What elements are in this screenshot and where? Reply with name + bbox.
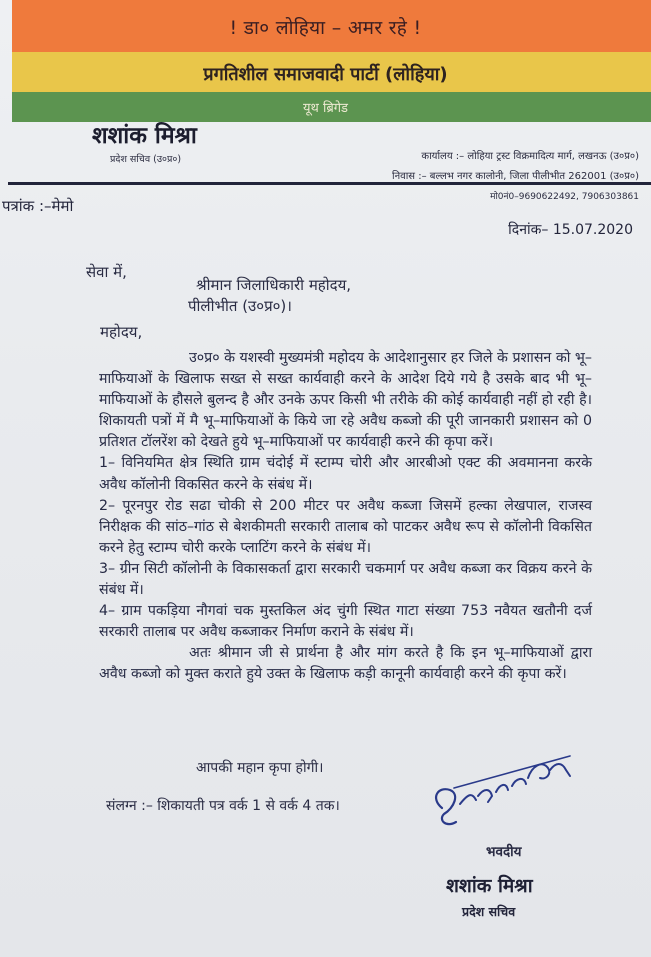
reference-number: पत्रांक :–मेमो	[2, 197, 74, 215]
addressee-line-2: पीलीभीत (उ०प्र०)।	[188, 297, 292, 315]
office-address: कार्यालय :– लोहिया ट्रस्ट विक्रमादित्य मार्ग, लखनऊ (उ०प्र०)	[421, 151, 639, 162]
letter-date: दिनांक– 15.07.2020	[508, 222, 633, 238]
greeting: महोदय,	[100, 323, 143, 341]
slogan: ! डा० लोहिया – अमर रहे !	[229, 17, 422, 39]
point-2: 2– पूरनपुर रोड सढा चोकी से 200 मीटर पर अवैध कब्जा जिसमें हल्का लेखपाल, राजस्व निरीक्षक की सांठ–गांठ से बेशकीमती सरकारी तालाब को पाटकर अवैध रूप से कॉलोनी विकसित करने हेतु स्टाम्प चोरी करके प्लाटिंग करने के संबंध में।	[99, 497, 592, 556]
letter-body	[99, 348, 592, 686]
mobile-numbers: मो0नं0–9690622492, 7906303861	[490, 192, 639, 202]
intro-paragraph: उ०प्र० के यशस्वी मुख्यमंत्री महोदय के आदेशानुसार हर जिले के प्रशासन को भू–माफियाओं के खिलाफ सख्त से सख्त कार्यवाही करने के आदेश दिये गये है उसके बाद भी भू–माफियाओं के हौसले बुलन्द है और उनके ऊपर किसी भी तरीके की कोई कार्यवाही नहीं हो रही है। शिकायती पत्रों में मै भू–माफियाओं के किये जा रहे अवैध कब्जो की पूरी जानकारी प्रशासन को 0 प्रतिशत टॉलरेंश को देखते हुये भू–माफियाओं पर कार्यवाही करने की कृपा करें।	[99, 350, 592, 451]
handwritten-signature	[420, 748, 580, 843]
closing-line: आपकी महान कृपा होगी।	[196, 760, 324, 776]
yours-faithfully: भवदीय	[486, 844, 522, 860]
header-divider	[8, 182, 651, 185]
sender-name: शशांक मिश्रा	[92, 123, 197, 149]
salutation: सेवा में,	[86, 263, 127, 281]
party-name: प्रगतिशील समाजवादी पार्टी (लोहिया)	[203, 64, 448, 85]
enclosure-note: संलग्न :– शिकायती पत्र वर्क 1 से वर्क 4 तक।	[106, 798, 340, 814]
point-1: 1– विनियमित क्षेत्र स्थिति ग्राम चंदोई में स्टाम्प चोरी और आरबीओ एक्ट की अवमानना करके अवैध कॉलोनी विकसित करने के संबंध में।	[99, 455, 592, 493]
residence-address: निवास :– बल्लभ नगर कालोनी, जिला पीलीभीत 262001 (उ०प्र०)	[392, 171, 639, 182]
wing-name: यूथ ब्रिगेड	[302, 101, 349, 116]
signatory-designation: प्रदेश सचिव	[462, 904, 516, 919]
point-3: 3– ग्रीन सिटी कॉलोनी के विकासकर्ता द्वारा सरकारी चकमार्ग पर अवैध कब्जा कर विक्रय करने के संबंध में।	[99, 560, 592, 599]
signatory-name: शशांक मिश्रा	[446, 875, 533, 897]
point-4: 4– ग्राम पकड़िया नौगवां चक मुस्तकिल अंद चुंगी स्थित गाटा संख्या 753 नवैयत खतौनी दर्ज सरकारी तालाब पर अवैध कब्जाकर निर्माण कराने के संबंध में।	[99, 603, 592, 641]
sender-designation: प्रदेश सचिव (उ०प्र०)	[110, 154, 182, 165]
addressee-line-1: श्रीमान जिलाधिकारी महोदय,	[196, 276, 352, 294]
request-paragraph: अतः श्रीमान जी से प्रार्थना है और मांग करते है कि इन भू–माफियाओं द्वारा अवैध कब्जो को मुक्त कराते हुये उक्त के खिलाफ कड़ी कानूनी कार्यवाही करने की कृपा करें।	[99, 645, 592, 683]
